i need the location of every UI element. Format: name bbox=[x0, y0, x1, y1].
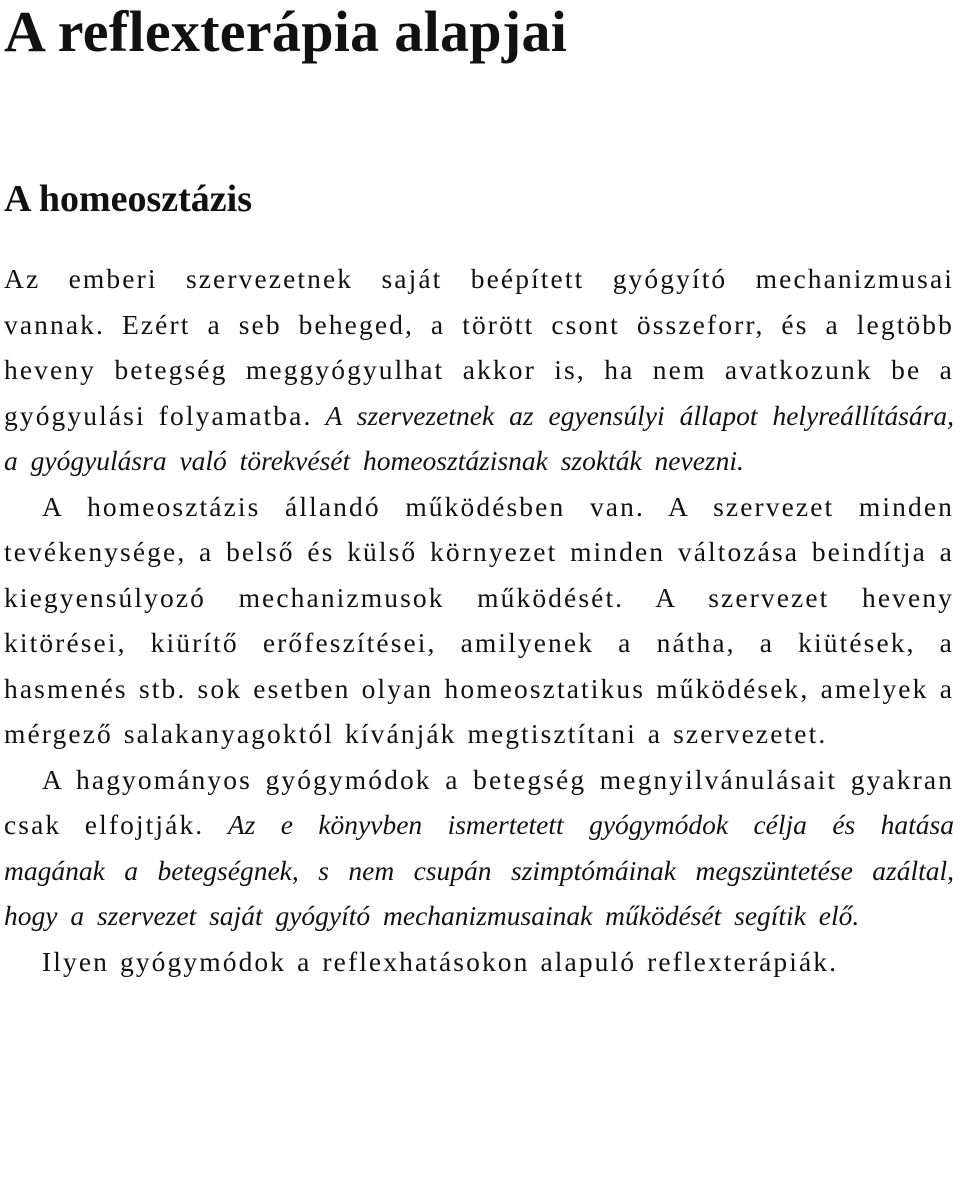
paragraph-2 bbox=[4, 484, 954, 757]
paragraph-3-italic-text: Az e könyvben ismertetett gyógymódok célja és hatása magának a betegségnek, s nem csupán szimptómáinak megszüntetése azáltal, hogy a szervezet saját gyógyító mechanizmusainak működését segítik elő. bbox=[4, 809, 954, 931]
paragraph-1 bbox=[4, 256, 954, 484]
section-heading: A homeosztázis bbox=[4, 178, 253, 220]
paragraph-1-text: Az emberi szervezetnek saját beépített gyógyító mechanizmusai vannak. Ezért a seb beheged, a törött csont összeforr, és a legtöbb heveny betegség meggyógyulhat akkor is, ha nem avatkozunk be a gyógyulási folyamatba. bbox=[4, 263, 954, 431]
paragraph-4-text: Ilyen gyógymódok a reflexhatásokon alapuló reflexterápiák. bbox=[42, 945, 839, 977]
paragraph-3 bbox=[4, 757, 954, 939]
paragraph-1-italic-text: A szervezetnek az egyensúlyi állapot helyreállítására, a gyógyulásra való törekvését homeosztázisnak szokták nevezni. bbox=[4, 399, 954, 476]
document-title: A reflexterápia alapjai bbox=[4, 0, 568, 64]
paragraph-3-text: A hagyományos gyógymódok a betegség megnyilvánulásait gyakran csak elfojtják. bbox=[4, 763, 954, 840]
body-text bbox=[4, 256, 954, 984]
paragraph-4 bbox=[4, 939, 954, 985]
paragraph-2-text: A homeosztázis állandó működésben van. A szervezet minden tevékenysége, a belső és külső környezet minden változása beindítja a kiegyensúlyozó mechanizmusok működését. A szervezet heveny kitörései, kiürítő erőfeszítései, amilyenek a nátha, a kiütések, a hasmenés stb. sok esetben olyan homeosztatikus működések, amelyek a mérgező salakanyagoktól kívánják megtisztítani a szervezetet. bbox=[4, 490, 954, 749]
